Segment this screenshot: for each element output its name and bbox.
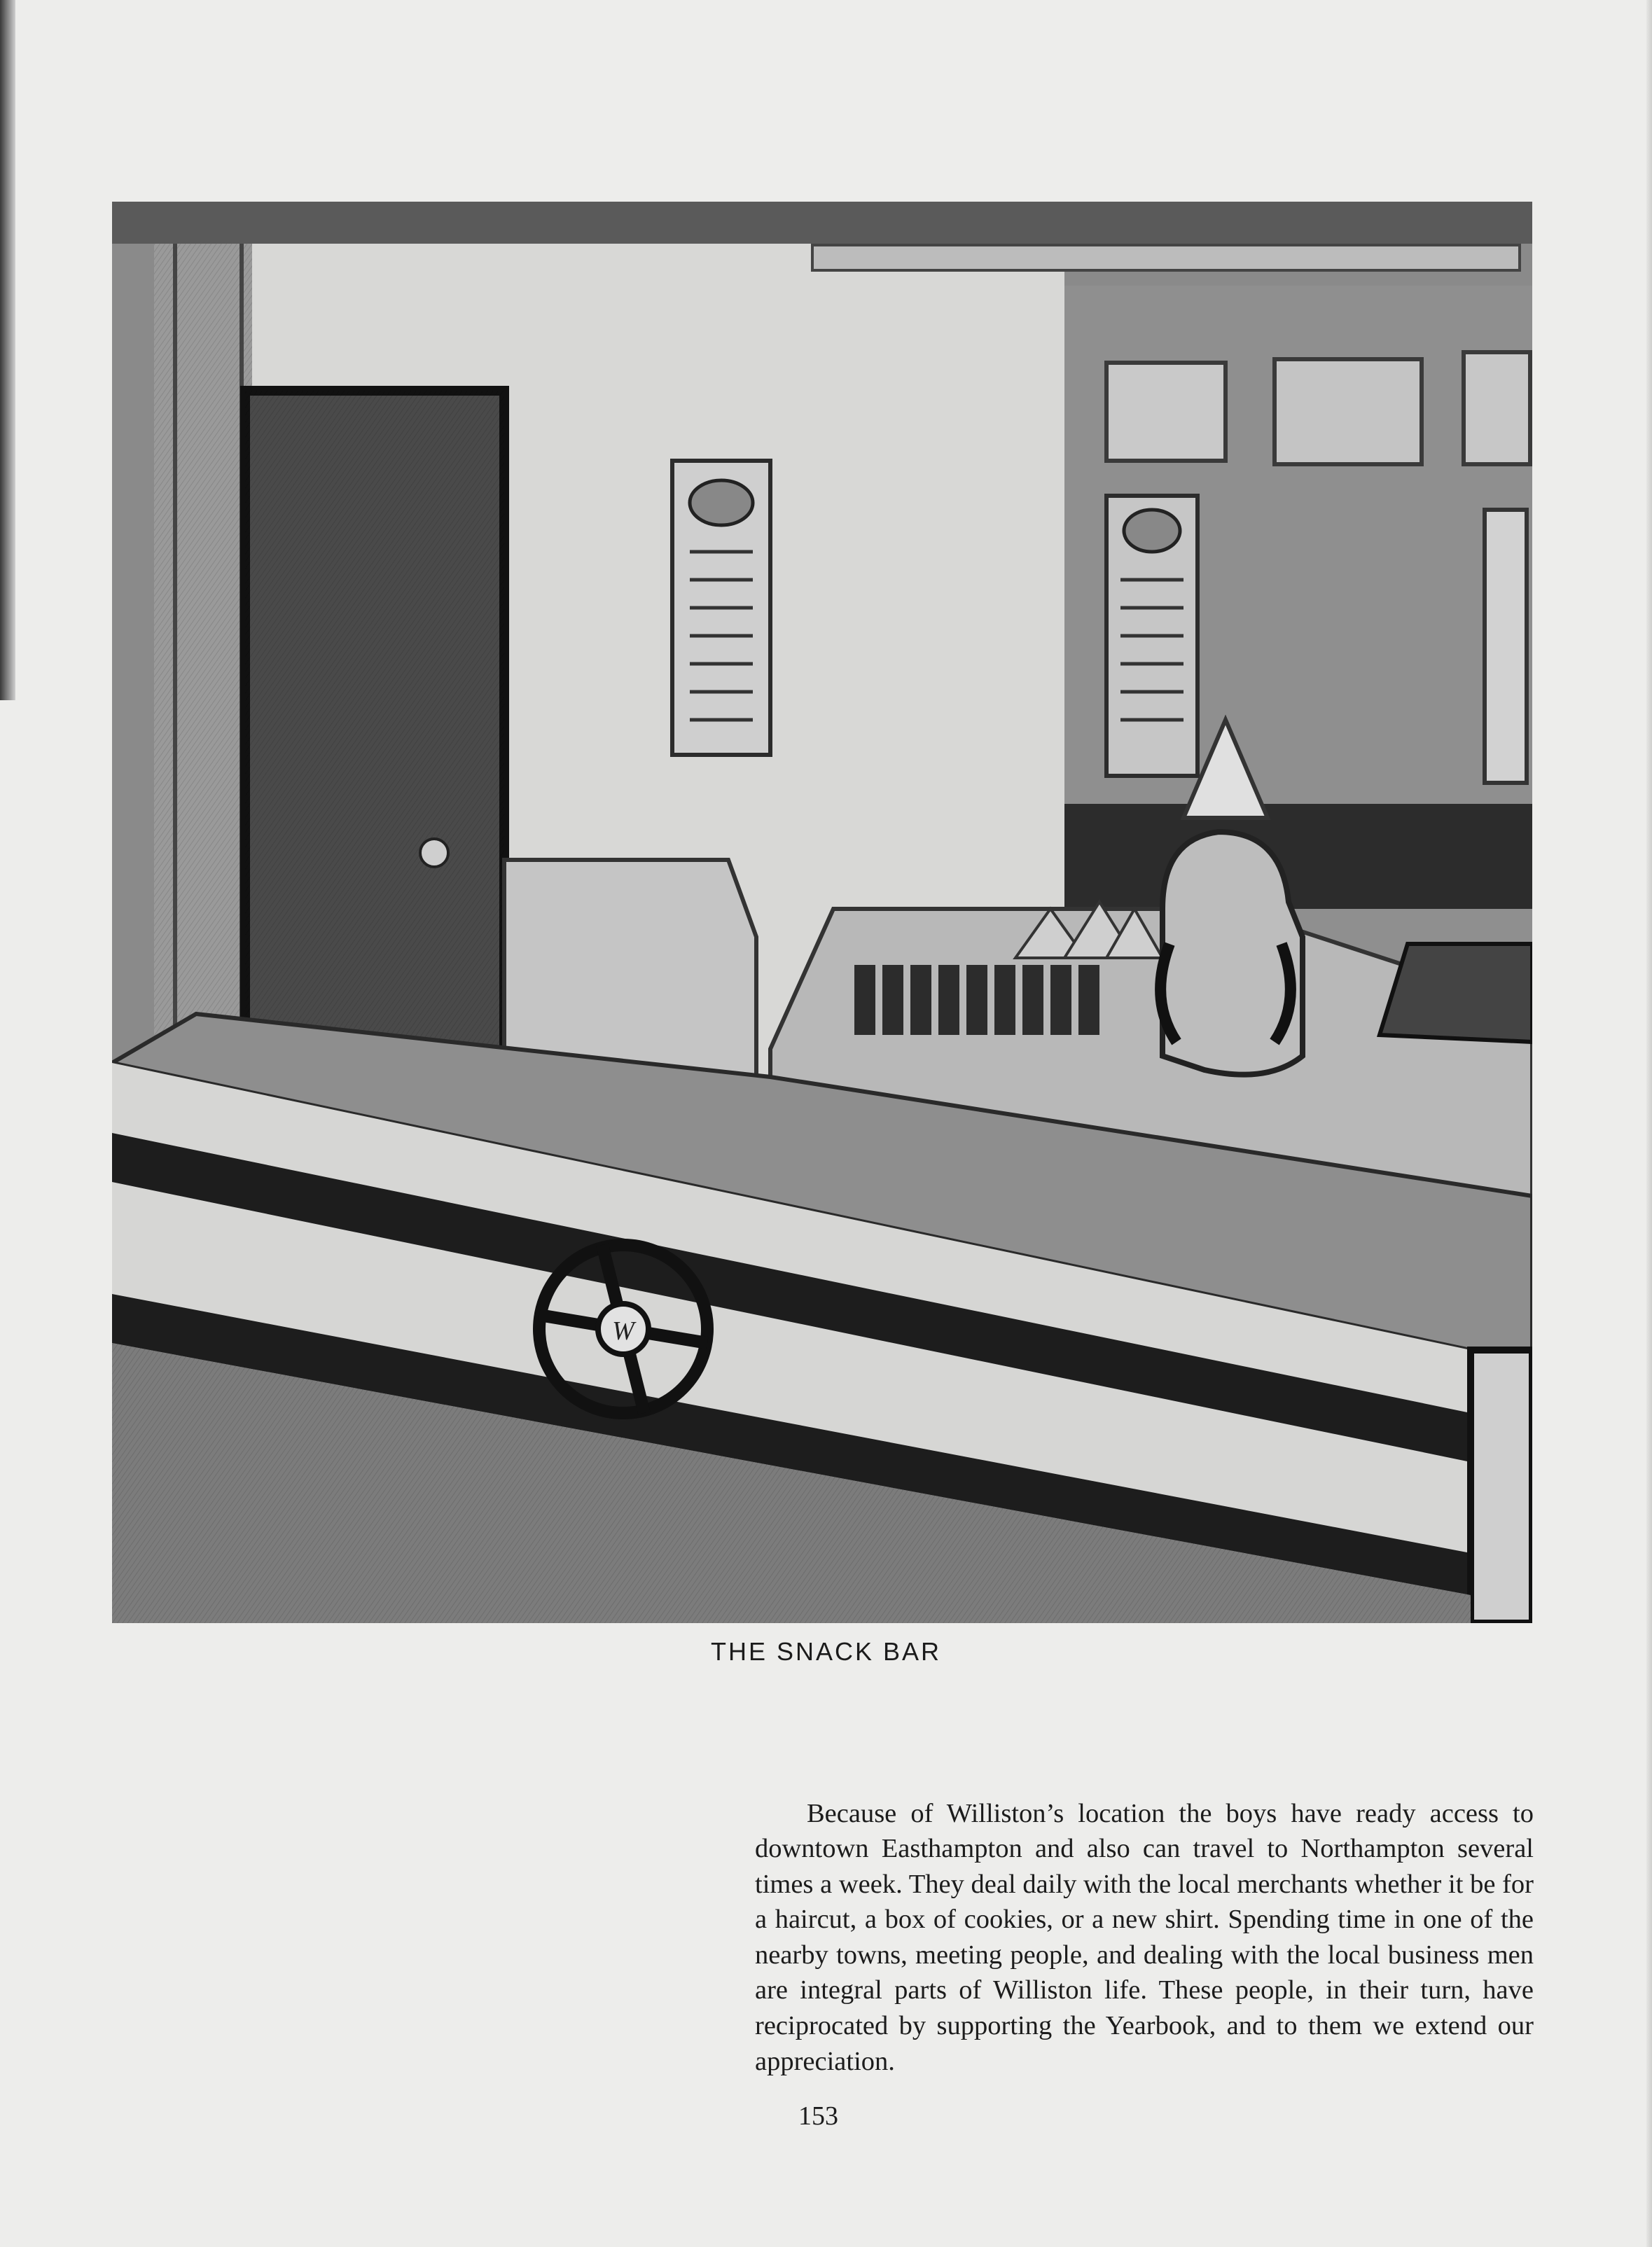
illustration-caption: THE SNACK BAR (710, 1637, 942, 1666)
body-paragraph: Because of Williston’s location the boys have ready access to downtown Easthampton and also can travel to Northampton several times a week. They deal daily with the local merchants whether it be for a haircut, a box of cookies, or a new shirt. Spending time in one of the nearby towns, meeting people, and dealing with the local business men are integral parts of Williston life. These people, in their turn, have reciprocated by supporting the Yearbook, and to them we extend our appreciation. (755, 1798, 1534, 2076)
door-knob (420, 839, 448, 867)
cash-register (504, 860, 756, 1077)
ceiling (112, 202, 1532, 244)
wall-picture-1 (1106, 363, 1226, 461)
snack-bar-illustration (112, 202, 1532, 1623)
page-binding-edge (0, 0, 15, 700)
side-display (1380, 944, 1532, 1042)
wall-picture-3 (1464, 352, 1530, 464)
ceiling-pipe (812, 245, 1520, 270)
wall-dark-band (1064, 804, 1532, 909)
emblem-letter: W (612, 1316, 634, 1346)
wall-mirror (1485, 510, 1527, 783)
page-number: 153 (798, 2101, 838, 2131)
page-right-edge (1646, 0, 1652, 2247)
wall-picture-2 (1275, 359, 1422, 464)
